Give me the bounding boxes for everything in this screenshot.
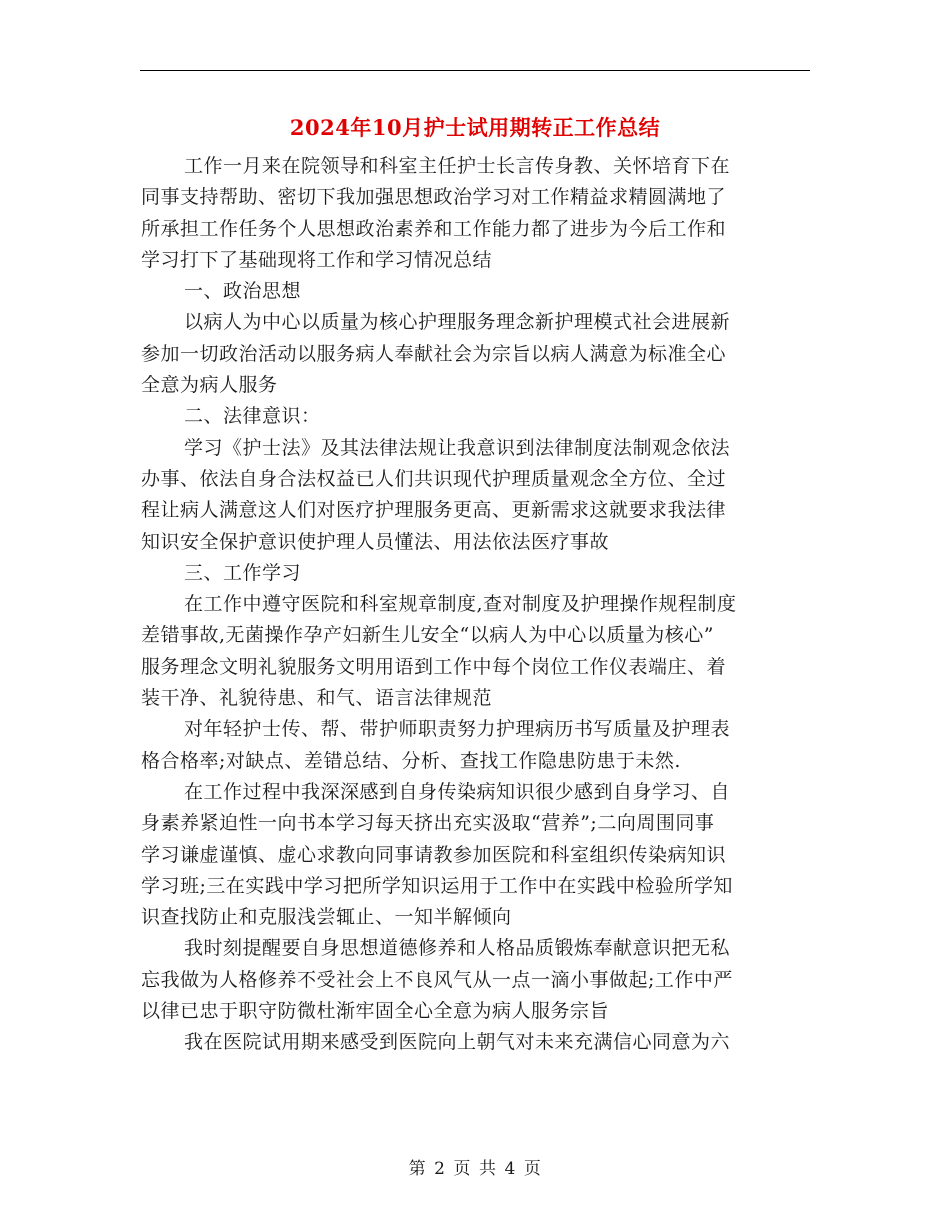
document-body [141, 151, 810, 1059]
text-line: 格合格率;对缺点、差错总结、分析、查找工作隐患防患于未然. [141, 749, 681, 772]
text-line: 以律已忠于职守防微杜渐牢固全心全意为病人服务宗旨 [141, 1000, 610, 1023]
text-line: 同事支持帮助、密切下我加强思想政治学习对工作精益求精圆满地了 [141, 186, 727, 209]
text-line: 忘我做为人格修养不受社会上不良风气从一点一滴小事做起;工作中严 [141, 968, 733, 991]
text-line: 差错事故,无菌操作孕产妇新生儿安全“以病人为中心以质量为核心” [141, 624, 714, 647]
text-line: 服务理念文明礼貌服务文明用语到工作中每个岗位工作仪表端庄、着 [141, 655, 727, 678]
page-label-prefix: 第 [408, 1159, 427, 1179]
text-line: 在工作中遵守医院和科室规章制度,查对制度及护理操作规程制度 [184, 593, 737, 616]
text-line: 身素养紧迫性一向书本学习每天挤出充实汲取“营养”;二向周围同事 [141, 812, 715, 835]
text-line: 学习班;三在实践中学习把所学知识运用于工作中在实践中检验所学知 [141, 874, 733, 897]
text-line: 在工作过程中我深深感到自身传染病知识很少感到自身学习、自 [184, 780, 731, 803]
page-current: 2 [434, 1159, 446, 1179]
text-line: 识查找防止和克服浅尝辄止、一知半解倾向 [141, 906, 512, 929]
text-line: 全意为病人服务 [141, 374, 278, 397]
text-line: 办事、依法自身合法权益已人们共识现代护理质量观念全方位、全过 [141, 467, 727, 490]
text-line: 工作一月来在院领导和科室主任护士长言传身教、关怀培育下在 [184, 155, 731, 177]
text-line: 学习谦虚谨慎、虚心求教向同事请教参加医院和科室组织传染病知识 [141, 843, 727, 866]
page-total: 4 [504, 1159, 516, 1179]
text-line: 所承担工作任务个人思想政治素养和工作能力都了进步为今后工作和 [141, 217, 727, 240]
document-title: 2024年10月护士试用期转正工作总结 [289, 115, 661, 140]
text-line: 我在医院试用期来感受到医院向上朝气对未来充满信心同意为六 [184, 1031, 731, 1054]
text-line: 一、政治思想 [184, 280, 302, 303]
page-footer [0, 1154, 950, 1179]
text-line: 学习打下了基础现将工作和学习情况总结 [141, 248, 493, 271]
text-line: 学习《护士法》及其法律法规让我意识到法律制度法制观念依法 [184, 436, 731, 459]
page-label-suffix: 页 [523, 1159, 542, 1179]
text-line: 三、工作学习 [184, 561, 302, 584]
page-total-prefix: 共 [479, 1159, 497, 1179]
text-line: 二、法律意识： [184, 405, 321, 428]
page-label-mid: 页 [453, 1159, 471, 1179]
text-line: 参加一切政治活动以服务病人奉献社会为宗旨以病人满意为标准全心 [141, 342, 727, 365]
text-line: 装干净、礼貌待患、和气、语言法律规范 [141, 687, 493, 710]
header-rule [140, 70, 810, 71]
text-line: 知识安全保护意识使护理人员懂法、用法依法医疗事故 [141, 530, 610, 553]
text-line: 我时刻提醒要自身思想道德修养和人格品质锻炼奉献意识把无私 [184, 937, 731, 960]
text-line: 以病人为中心以质量为核心护理服务理念新护理模式社会进展新 [184, 311, 731, 334]
text-line: 对年轻护士传、帮、带护师职责努力护理病历书写质量及护理表 [184, 718, 731, 741]
text-line: 程让病人满意这人们对医疗护理服务更高、更新需求这就要求我法律 [141, 499, 727, 522]
